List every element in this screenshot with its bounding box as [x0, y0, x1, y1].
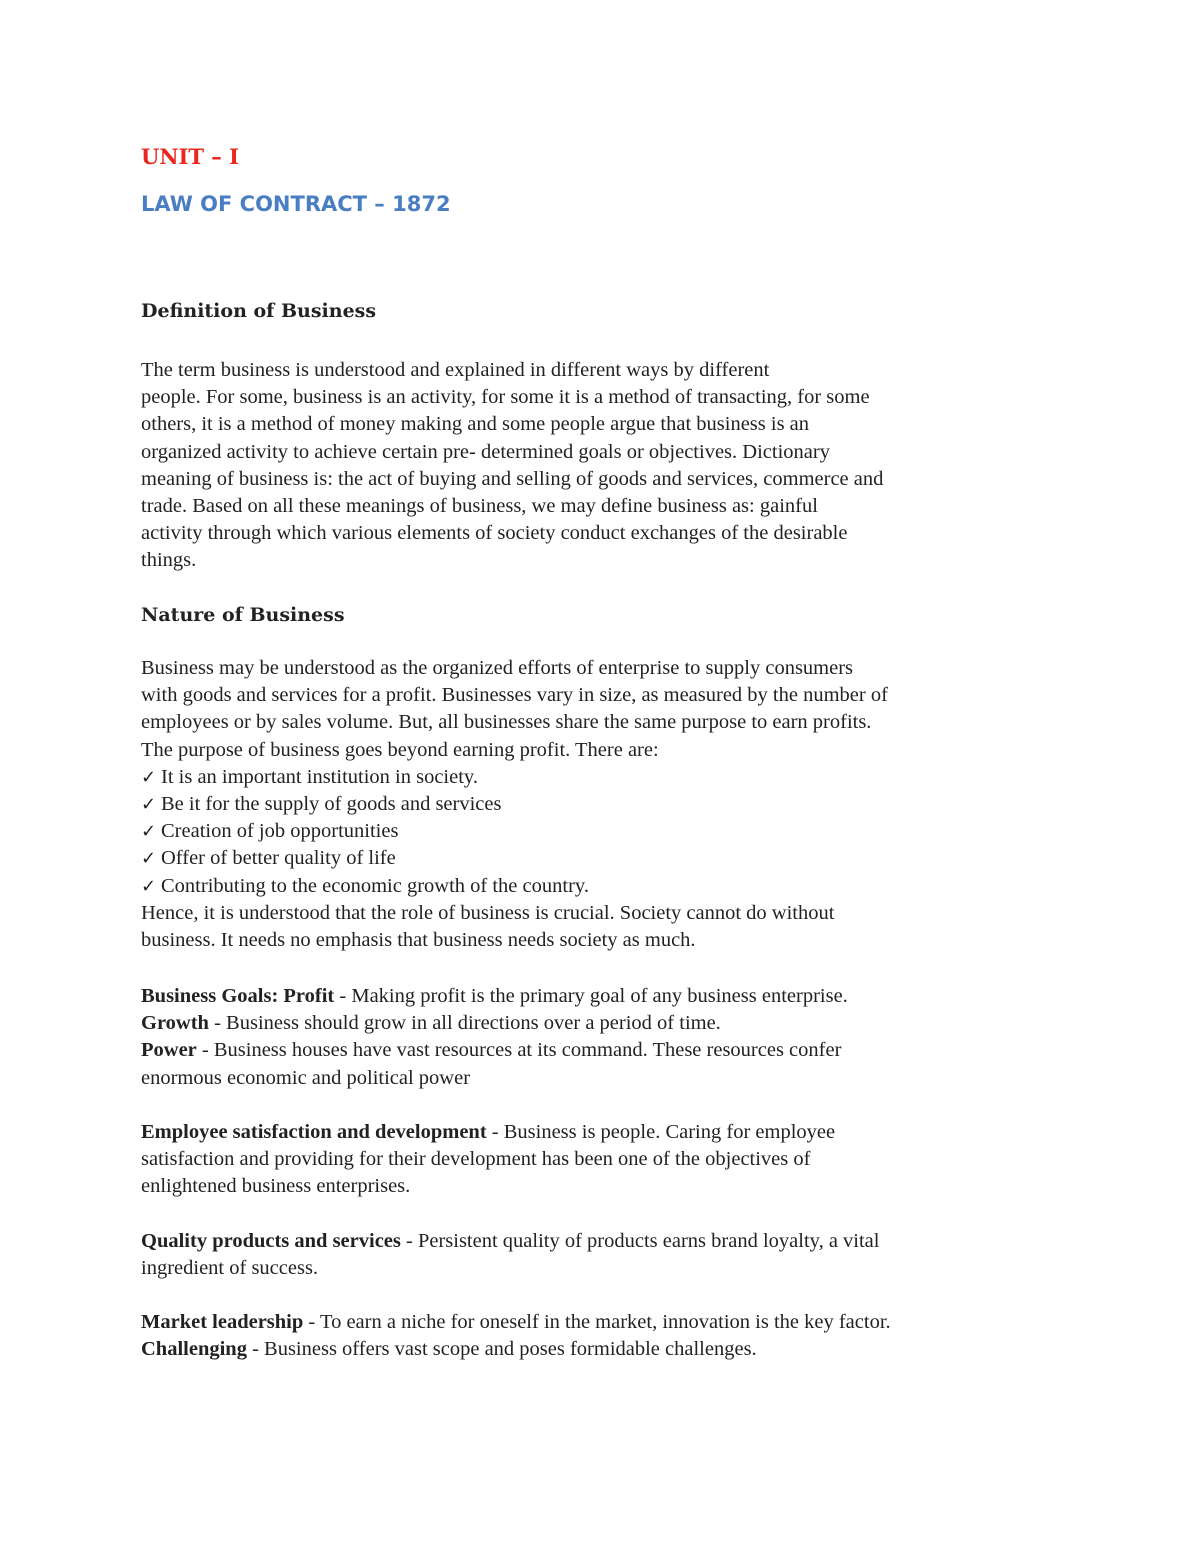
- goal-text: - To earn a niche for oneself in the market, innovation is the key factor.: [303, 1311, 891, 1333]
- text-line: ingredient of success.: [141, 1257, 319, 1280]
- text-line: Hence, it is understood that the role of business is crucial. Society cannot do without: [141, 901, 835, 924]
- goal-market: [141, 1309, 1021, 1336]
- checkmark-icon: ✓: [141, 875, 157, 897]
- bullet-item: [141, 873, 1021, 900]
- goal-text: - Business is people. Caring for employee: [486, 1121, 836, 1143]
- bullet-item: [141, 845, 1021, 872]
- text-line: people. For some, business is an activity, for some it is a method of transacting, for some: [141, 386, 870, 409]
- text-line: others, it is a method of money making and some people argue that business is an: [141, 413, 810, 436]
- goal-profit: [141, 983, 1021, 1010]
- bullet-text: It is an important institution in society.: [161, 765, 478, 788]
- goals-block-quality: [141, 1228, 1021, 1282]
- unit-label: UNIT – I: [141, 144, 239, 169]
- text-line: things.: [141, 549, 197, 572]
- bullet-item: [141, 764, 1021, 791]
- goals-block-employee: [141, 1119, 1021, 1201]
- goal-term: Challenging: [141, 1338, 247, 1361]
- goal-employee: [141, 1119, 1021, 1146]
- goal-growth: [141, 1010, 1021, 1037]
- bullet-text: Creation of job opportunities: [161, 820, 399, 843]
- checkmark-icon: ✓: [141, 848, 157, 870]
- goal-text: - Making profit is the primary goal of any business enterprise.: [334, 985, 848, 1007]
- text-line: Business may be understood as the organized efforts of enterprise to supply consumers: [141, 657, 854, 679]
- goal-term: Profit: [283, 985, 335, 1007]
- bullet-text: Be it for the supply of goods and services: [161, 793, 502, 816]
- bullet-item: [141, 818, 1021, 845]
- checkmark-icon: ✓: [141, 766, 157, 788]
- goal-term: Power: [141, 1039, 197, 1062]
- text-line: with goods and services for a profit. Businesses vary in size, as measured by the number of: [141, 684, 888, 707]
- goal-term: Quality products and services: [141, 1230, 401, 1252]
- text-line: activity through which various elements of society conduct exchanges of the desirable: [141, 522, 848, 545]
- goal-text: - Business should grow in all directions over a period of time.: [208, 1012, 721, 1035]
- text-line: trade. Based on all these meanings of business, we may define business as: gainful: [141, 495, 818, 518]
- checkmark-icon: ✓: [141, 794, 157, 816]
- nature-heading: Nature of Business: [141, 604, 345, 626]
- bullet-text: Contributing to the economic growth of the country.: [161, 874, 589, 897]
- definition-paragraph: [141, 357, 1021, 575]
- text-line: enlightened business enterprises.: [141, 1175, 411, 1198]
- goal-term: Employee satisfaction and development: [141, 1121, 487, 1143]
- goal-text: - Business houses have vast resources at its command. These resources confer: [196, 1039, 842, 1062]
- text-line: organized activity to achieve certain pre- determined goals or objectives. Dictionary: [141, 440, 830, 463]
- text-line: The term business is understood and explained in different ways by different: [141, 359, 770, 381]
- text-line: employees or by sales volume. But, all businesses share the same purpose to earn profits.: [141, 711, 872, 734]
- text-line: business. It needs no emphasis that business needs society as much.: [141, 929, 696, 952]
- goals-block-1: [141, 983, 1021, 1092]
- text-line: satisfaction and providing for their development has been one of the objectives of: [141, 1148, 811, 1171]
- goal-challenging: [141, 1336, 1021, 1363]
- goal-power: [141, 1037, 1021, 1064]
- goal-text: - Persistent quality of products earns brand loyalty, a vital: [400, 1230, 880, 1252]
- bullet-item: [141, 791, 1021, 818]
- goals-block-market: [141, 1309, 1021, 1363]
- goals-label: Business Goals:: [141, 985, 279, 1007]
- goal-term: Market leadership: [141, 1311, 304, 1333]
- text-line: enormous economic and political power: [141, 1066, 471, 1089]
- nature-paragraph: [141, 655, 1021, 954]
- definition-heading: Definition of Business: [141, 300, 377, 322]
- law-title: LAW OF CONTRACT – 1872: [141, 192, 451, 216]
- checkmark-icon: ✓: [141, 821, 157, 843]
- goal-text: - Business offers vast scope and poses formidable challenges.: [246, 1338, 757, 1361]
- goal-quality: [141, 1228, 1021, 1255]
- text-line: meaning of business is: the act of buying and selling of goods and services, commerce and: [141, 467, 884, 490]
- bullet-text: Offer of better quality of life: [161, 847, 396, 870]
- text-line: The purpose of business goes beyond earning profit. There are:: [141, 738, 659, 761]
- goal-term: Growth: [141, 1012, 209, 1035]
